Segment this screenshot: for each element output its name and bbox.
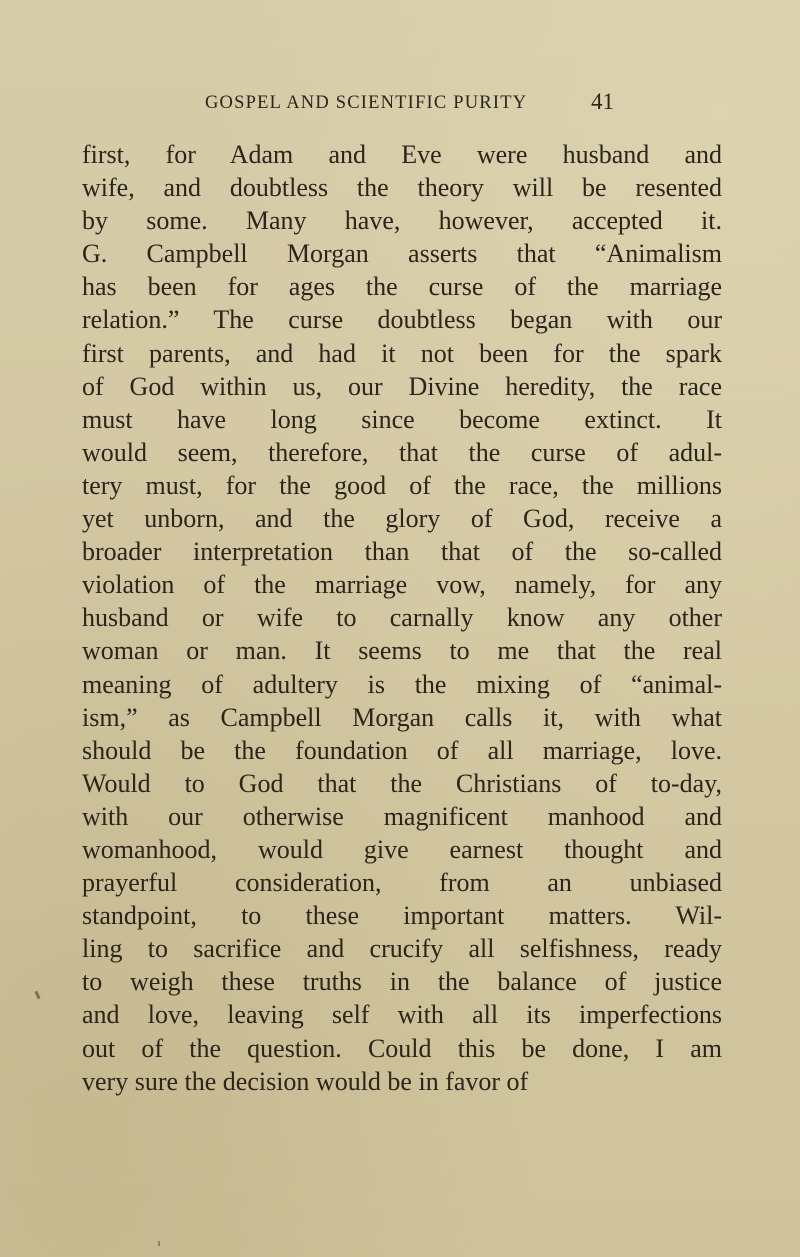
text-line: woman or man. It seems to me that the real (82, 636, 722, 666)
text-line: very sure the decision would be in favor of (82, 1066, 529, 1096)
text-line: yet unborn, and the glory of God, receive a (82, 504, 722, 534)
text-line: Would to God that the Christians of to-day, (82, 768, 722, 798)
text-line: out of the question. Could this be done, I am (82, 1033, 722, 1063)
text-line: of God within us, our Divine heredity, the race (82, 371, 722, 401)
text-line: by some. Many have, however, accepted it. (82, 206, 722, 236)
text-line: has been for ages the curse of the marriage (82, 272, 722, 302)
text-line: and love, leaving self with all its imperfections (82, 1000, 722, 1030)
text-line: prayerful consideration, from an unbiased (82, 868, 722, 898)
text-line: broader interpretation than that of the so-called (82, 537, 722, 567)
text-line: wife, and doubtless the theory will be resented (82, 173, 722, 203)
text-line: ism,” as Campbell Morgan calls it, with what (82, 702, 722, 732)
text-line: with our otherwise magnificent manhood and (82, 801, 722, 831)
page-number: 41 (591, 89, 614, 114)
text-line: should be the foundation of all marriage, love. (82, 735, 722, 765)
text-line: meaning of adultery is the mixing of “animal- (82, 669, 722, 699)
text-line: to weigh these truths in the balance of justice (82, 967, 722, 997)
text-line: ling to sacrifice and crucify all selfishness, ready (82, 934, 722, 964)
text-line: husband or wife to carnally know any other (82, 603, 722, 633)
text-line: first parents, and had it not been for the spark (82, 338, 722, 368)
text-line: first, for Adam and Eve were husband and (82, 140, 722, 169)
text-line: standpoint, to these important matters. Wil- (82, 901, 722, 931)
text-line: womanhood, would give earnest thought and (82, 834, 722, 864)
text-line: violation of the marriage vow, namely, for any (82, 570, 722, 600)
body-paragraph (82, 138, 722, 1098)
text-line: relation.” The curse doubtless began with our (82, 305, 722, 335)
ink-speck (158, 1241, 160, 1246)
text-line: G. Campbell Morgan asserts that “Animalism (82, 239, 722, 269)
text-line: tery must, for the good of the race, the millions (82, 470, 722, 500)
running-head: GOSPEL AND SCIENTIFIC PURITY (205, 93, 528, 113)
text-line: must have long since become extinct. It (82, 404, 722, 434)
text-line: would seem, therefore, that the curse of adul- (82, 437, 722, 467)
ink-speck (34, 991, 40, 1000)
